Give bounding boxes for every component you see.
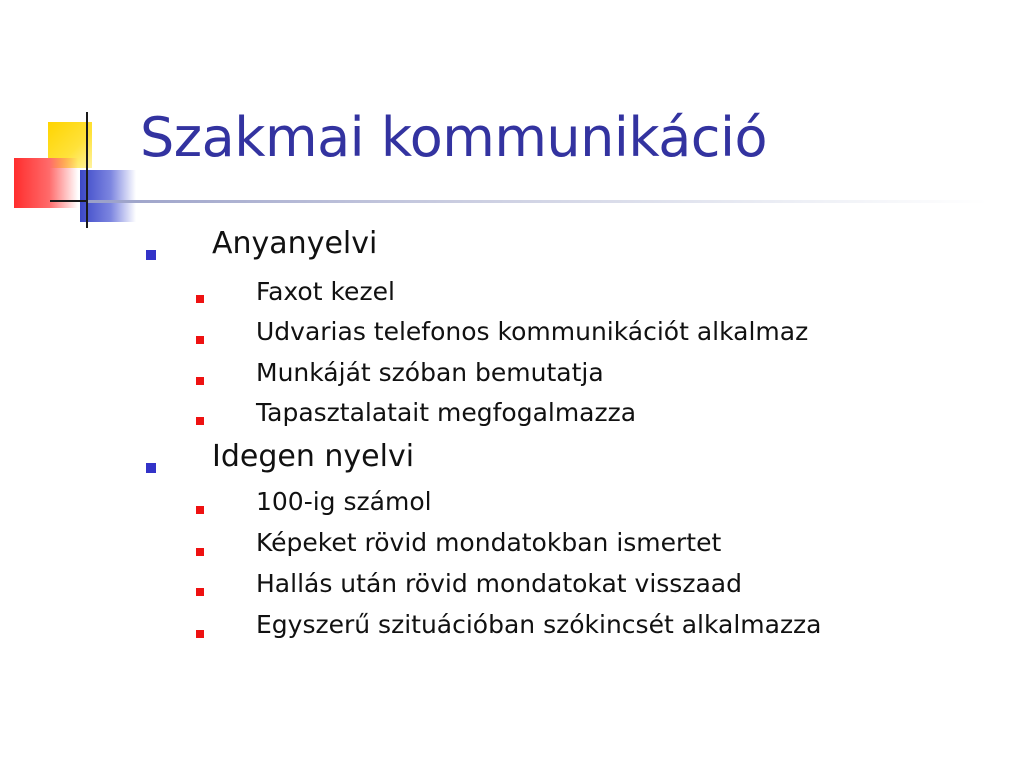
bullet-square-icon: [146, 463, 156, 473]
list-item: 100-ig számol: [256, 487, 432, 516]
list-item: Udvarias telefonos kommunikációt alkalmaz: [256, 317, 809, 346]
list-item: Faxot kezel: [256, 277, 395, 306]
bullet-square-icon: [196, 417, 204, 425]
bullet-square-icon: [196, 548, 204, 556]
bullet-square-icon: [196, 295, 204, 303]
slide-title: Szakmai kommunikáció: [140, 106, 768, 169]
list-item: Munkáját szóban bemutatja: [256, 358, 604, 387]
bullet-square-icon: [146, 250, 156, 260]
bullet-square-icon: [196, 588, 204, 596]
bullet-square-icon: [196, 377, 204, 385]
section-heading-anyanyelvi: Anyanyelvi: [212, 226, 378, 261]
section-heading-idegen-nyelvi: Idegen nyelvi: [212, 439, 415, 474]
list-item: Egyszerű szituációban szókincsét alkalmazza: [256, 610, 822, 639]
list-item: Tapasztalatait megfogalmazza: [256, 398, 637, 427]
bullet-square-icon: [196, 630, 204, 638]
list-item: Képeket rövid mondatokban ismertet: [256, 528, 722, 557]
bullet-square-icon: [196, 506, 204, 514]
list-item: Hallás után rövid mondatokat visszaad: [256, 569, 742, 598]
bullet-square-icon: [196, 336, 204, 344]
